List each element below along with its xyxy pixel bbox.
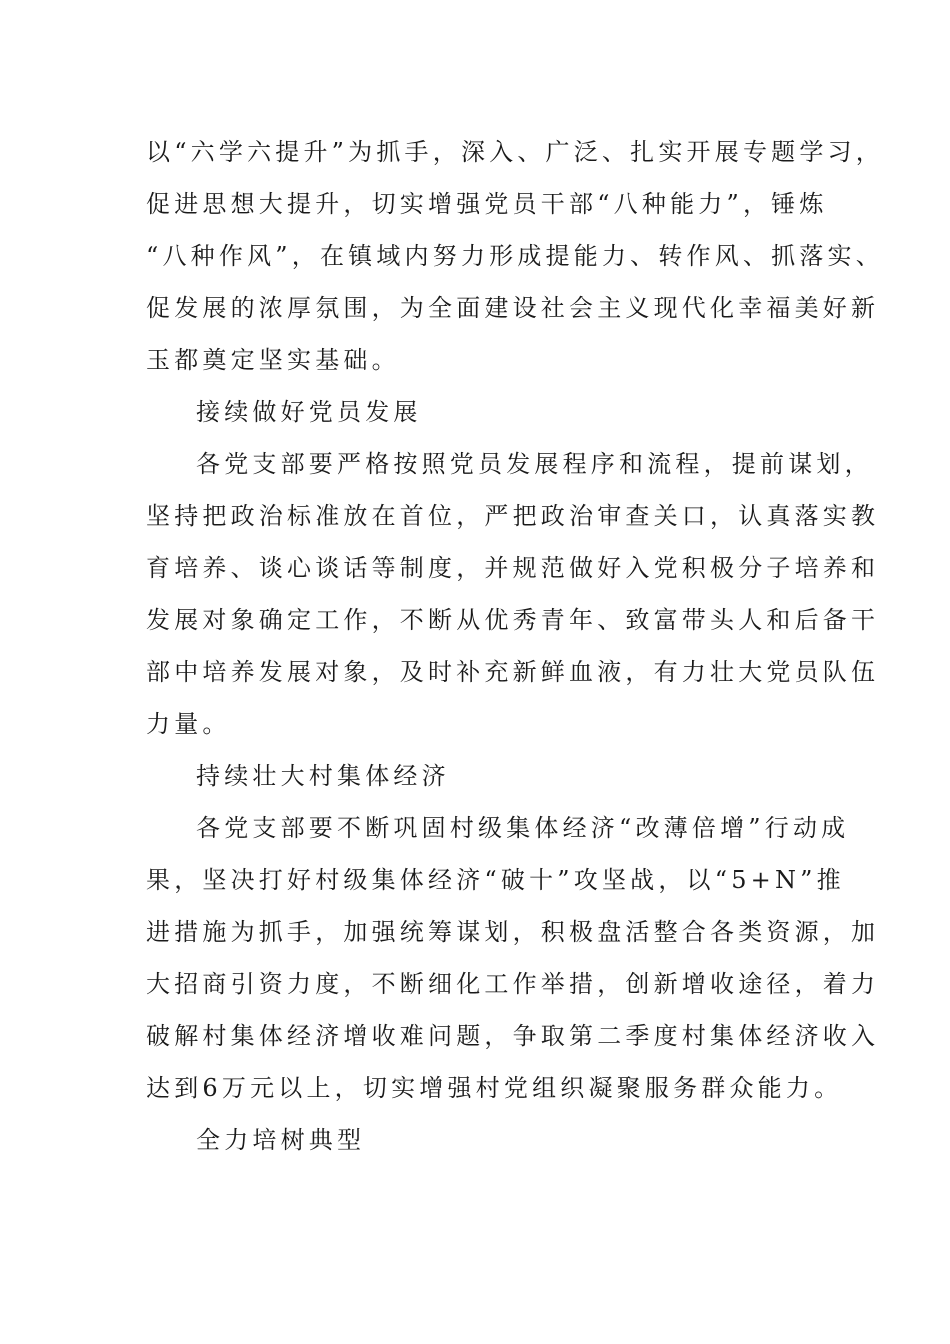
- paragraph-line: 发展对象确定工作，不断从优秀青年、致富带头人和后备干: [146, 606, 880, 634]
- paragraph-line: 大招商引资力度，不断细化工作举措，创新增收途径，着力: [146, 970, 880, 998]
- paragraph-line: 以“六学六提升”为抓手，深入、广泛、扎实开展专题学习，: [146, 138, 884, 166]
- paragraph-line: 各党支部要严格按照党员发展程序和流程，提前谋划，: [196, 450, 873, 478]
- paragraph-line: 破解村集体经济增收难问题，争取第二季度村集体经济收入: [146, 1022, 880, 1050]
- paragraph-line: 力量。: [146, 710, 231, 738]
- paragraph-line: 果，坚决打好村级集体经济“破十”攻坚战，以“5+N”推: [146, 866, 845, 894]
- paragraph-line: 坚持把政治标准放在首位，严把政治审查关口，认真落实教: [146, 502, 880, 530]
- paragraph-line: 玉都奠定坚实基础。: [146, 346, 400, 374]
- section-heading: 全力培树典型: [196, 1126, 366, 1154]
- paragraph-line: 达到6万元以上，切实增强村党组织凝聚服务群众能力。: [146, 1074, 843, 1102]
- paragraph-line: 各党支部要不断巩固村级集体经济“改薄倍增”行动成: [196, 814, 850, 842]
- paragraph-line: “八种作风”，在镇域内努力形成提能力、转作风、抓落实、: [146, 242, 884, 270]
- paragraph-line: 进措施为抓手，加强统筹谋划，积极盘活整合各类资源，加: [146, 918, 880, 946]
- document-body: [146, 126, 884, 1166]
- section-heading: 持续壮大村集体经济: [196, 762, 450, 790]
- paragraph-line: 促发展的浓厚氛围，为全面建设社会主义现代化幸福美好新: [146, 294, 880, 322]
- section-heading: 接续做好党员发展: [196, 398, 422, 426]
- paragraph-line: 部中培养发展对象，及时补充新鲜血液，有力壮大党员队伍: [146, 658, 880, 686]
- paragraph-line: 促进思想大提升，切实增强党员干部“八种能力”，锤炼: [146, 190, 828, 218]
- paragraph-line: 育培养、谈心谈话等制度，并规范做好入党积极分子培养和: [146, 554, 880, 582]
